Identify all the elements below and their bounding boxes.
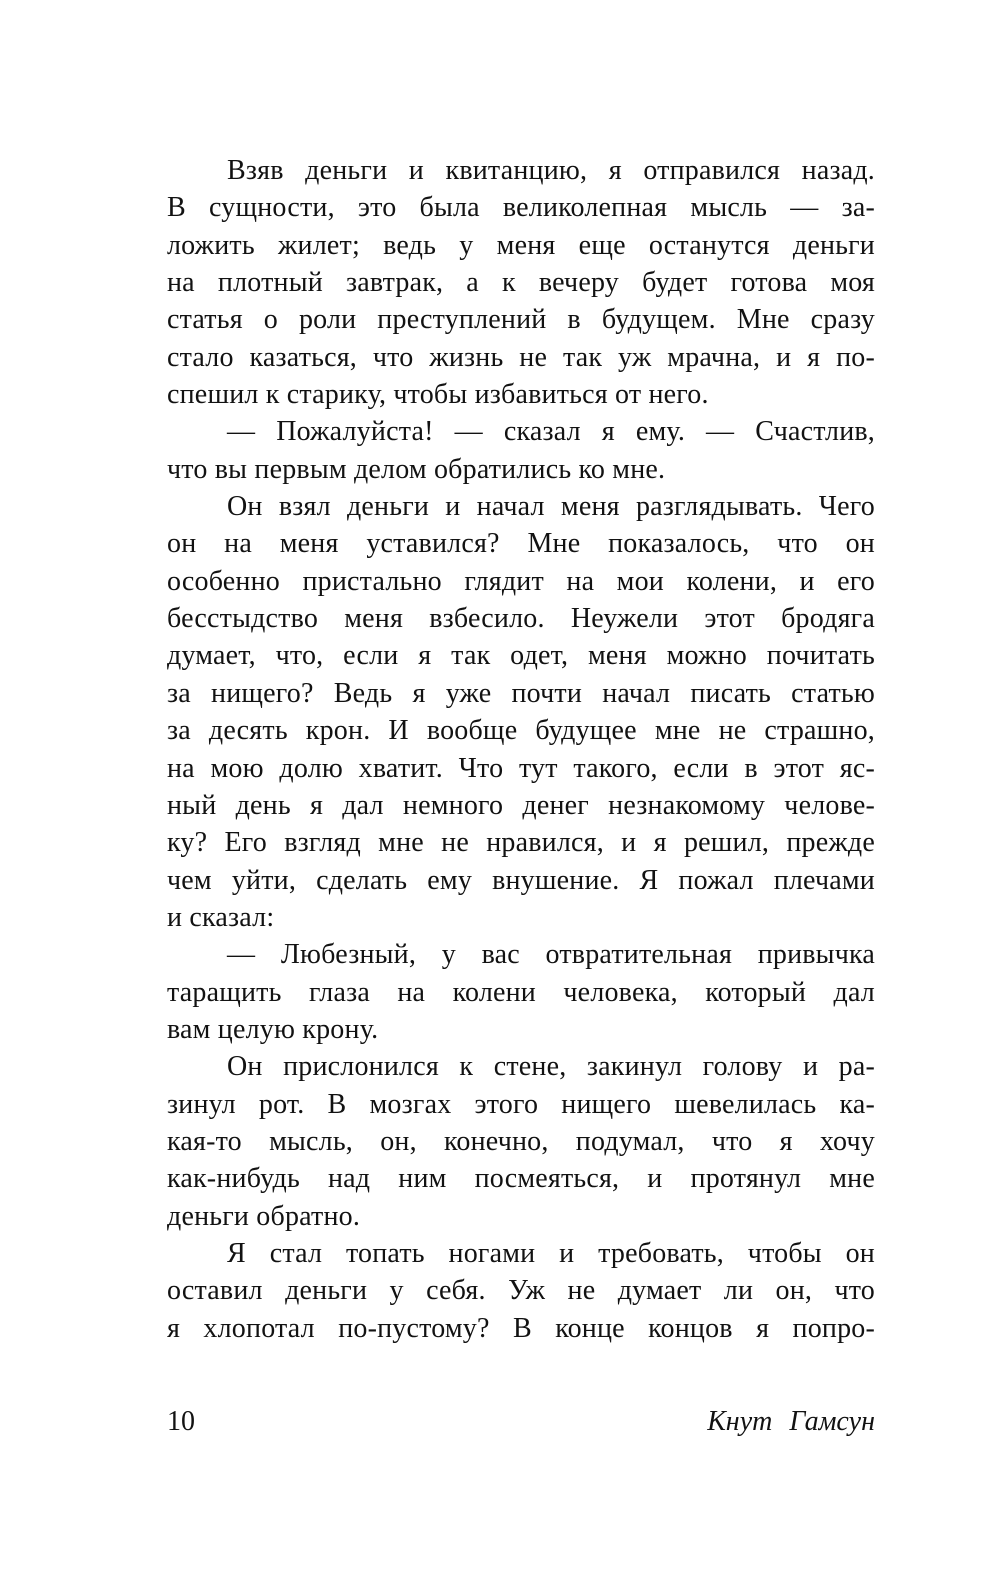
text-line: думает, что, если я так одет, меня можно почитать	[167, 640, 875, 672]
text-line: Я стал топать ногами и требовать, чтобы он	[227, 1237, 875, 1269]
text-line: ложить жилет; ведь у меня еще останутся деньги	[167, 229, 875, 261]
text-line: я хлопотал по-пустому? В конце концов я попро-	[167, 1312, 875, 1344]
text-line: таращить глаза на колени человека, который дал	[167, 976, 875, 1008]
page-footer	[167, 1404, 875, 1440]
text-line: чем уйти, сделать ему внушение. Я пожал плечами	[167, 864, 875, 896]
text-line: стало казаться, что жизнь не так уж мрачна, и я по-	[167, 341, 875, 373]
text-line: за десять крон. И вообще будущее мне не страшно,	[167, 715, 875, 747]
text-line: деньги обратно.	[167, 1200, 361, 1232]
text-line: оставил деньги у себя. Уж не думает ли он, что	[167, 1275, 875, 1307]
text-line: спешил к старику, чтобы избавиться от него.	[167, 379, 709, 411]
text-line: В сущности, это была великолепная мысль — за-	[167, 192, 875, 224]
text-line: как-нибудь над ним посмеяться, и протянул мне	[167, 1163, 875, 1195]
text-line: он на меня уставился? Мне показалось, что он	[167, 528, 875, 560]
text-line: бесстыдство меня взбесило. Неужели этот бродяга	[167, 603, 875, 635]
text-line: вам целую крону.	[167, 1013, 379, 1045]
text-line: Взяв деньги и квитанцию, я отправился назад.	[227, 155, 875, 186]
text-line: зинул рот. В мозгах этого нищего шевелилась ка-	[167, 1088, 875, 1120]
text-line: и сказал:	[167, 901, 275, 933]
text-line: что вы первым делом обратились ко мне.	[167, 453, 666, 485]
text-line: — Любезный, у вас отвратительная привычка	[227, 939, 875, 971]
text-line: за нищего? Ведь я уже почти начал писать статью	[167, 677, 875, 709]
text-line: ку? Его взгляд мне не нравился, и я решил, прежде	[167, 827, 875, 859]
page-number: 10	[167, 1406, 195, 1437]
text-line: — Пожалуйста! — сказал я ему. — Счастлив,	[227, 416, 875, 448]
text-line: особенно пристально глядит на мои колени, и его	[167, 565, 875, 597]
text-line: Он взял деньги и начал меня разглядывать. Чего	[227, 491, 875, 523]
body-text	[167, 152, 875, 1347]
running-author: Кнут Гамсун	[707, 1406, 875, 1437]
text-line: кая-то мысль, он, конечно, подумал, что я хочу	[167, 1125, 875, 1157]
text-line: на плотный завтрак, а к вечеру будет готова моя	[167, 267, 875, 299]
text-line: статья о роли преступлений в будущем. Мне сразу	[167, 304, 875, 336]
text-line: Он прислонился к стене, закинул голову и ра-	[227, 1051, 875, 1083]
text-line: ный день я дал немного денег незнакомому челове-	[167, 789, 875, 821]
text-line: на мою долю хватит. Что тут такого, если в этот яс-	[167, 752, 875, 784]
